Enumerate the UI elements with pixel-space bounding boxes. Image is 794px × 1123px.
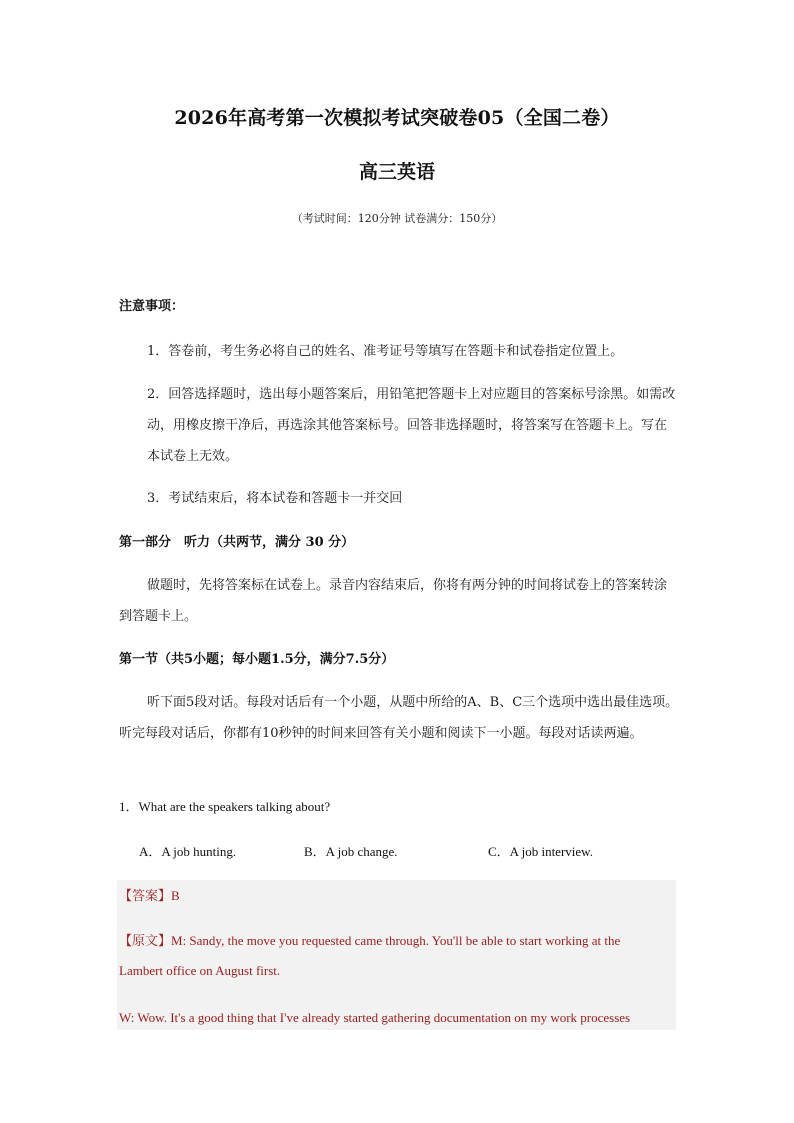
notice-item-3: 3．考试结束后，将本试卷和答题卡一并交回 [147,491,403,506]
transcript-line-1 [119,932,675,951]
answer-value: B [171,888,180,903]
page-subtitle: 高三英语 [358,161,435,183]
question-1-options [0,842,794,864]
section1-instruction: 听下面5段对话。每段对话后有一个小题，从题中所给的A、B、C三个选项中选出最佳选项。听完每段对话后，你都有10秒钟的时间来回答有关小题和阅读下一小题。每段对话读两遍。 [119,695,679,741]
transcript-text-1: M: Sandy, the move you requested came through. You'll be able to start working at the [171,933,621,948]
transcript-line-3: W: Wow. It's a good thing that I've already started gathering documentation on my work processes [119,1010,631,1025]
transcript-line-2: Lambert office on August first. [119,963,281,978]
transcript-label: 【原文】 [119,934,172,949]
option-a: A．A job hunting. [139,844,237,859]
answer-line [119,887,675,906]
answer-label: 【答案】 [119,889,172,904]
option-c: C．A job interview. [488,844,593,859]
part1-instruction: 做题时，先将答案标在试卷上。录音内容结束后，你将有两分钟的时间将试卷上的答案转涂到答题卡上。 [119,578,668,624]
notice-heading: 注意事项： [119,299,185,314]
exam-info: （考试时间：120分钟 试卷满分：150分） [291,212,503,225]
option-b: B．A job change. [304,844,398,859]
notice-item-1: 1．答卷前，考生务必将自己的姓名、准考证号等填写在答题卡和试卷指定位置上。 [147,344,624,359]
section1-heading: 第一节（共5小题；每小题1.5分，满分7.5分） [119,652,395,667]
notice-item-2: 2．回答选择题时，选出每小题答案后，用铅笔把答题卡上对应题目的答案标号涂黑。如需改动，用橡皮擦干净后，再选涂其他答案标号。回答非选择题时，将答案写在答题卡上。写在本试卷上无效。 [147,387,676,464]
question-1-stem: 1．What are the speakers talking about? [119,799,331,814]
page-title: 2026年高考第一次模拟考试突破卷05（全国二卷） [174,107,620,129]
part1-heading: 第一部分 听力（共两节，满分 30 分） [119,535,355,550]
